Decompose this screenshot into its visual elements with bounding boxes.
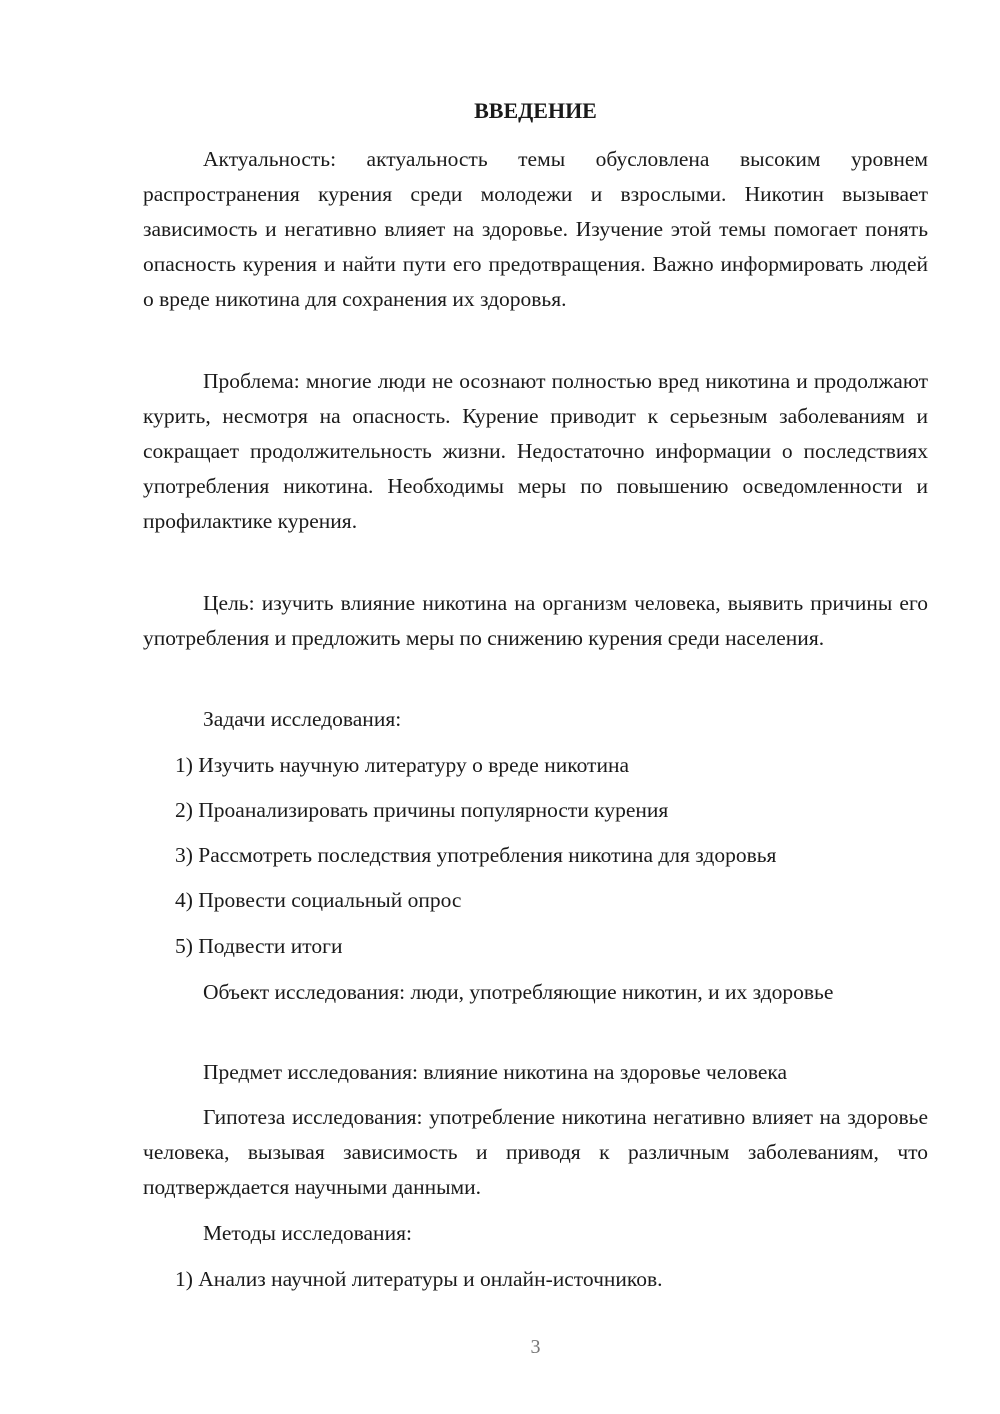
goal-paragraph: Цель: изучить влияние никотина на организм человека, выявить причины его употребления и предложить меры по снижению курения среди населения. xyxy=(143,591,928,650)
task-item-3: 3) Рассмотреть последствия употребления никотина для здоровья xyxy=(175,843,777,867)
methods-heading: Методы исследования: xyxy=(203,1221,412,1245)
relevance-paragraph: Актуальность: актуальность темы обусловлена высоким уровнем распространения курения среди молодежи и взрослыми. Никотин вызывает зависимость и негативно влияет на здоровье. Изучение этой темы помогает понять опасность курения и найти пути его предотвращения. Важно информировать людей о вреде никотина для сохранения их здоровья. xyxy=(143,147,928,311)
subject-paragraph: Предмет исследования: влияние никотина на здоровье человека xyxy=(203,1060,788,1084)
section-title: ВВЕДЕНИЕ xyxy=(474,98,597,123)
task-item-5: 5) Подвести итоги xyxy=(175,934,343,958)
object-paragraph: Объект исследования: люди, употребляющие никотин, и их здоровье xyxy=(203,980,834,1004)
task-item-2: 2) Проанализировать причины популярности курения xyxy=(175,798,669,822)
hypothesis-paragraph: Гипотеза исследования: употребление никотина негативно влияет на здоровье человека, вызывая зависимость и приводя к различным заболеваниям, что подтверждается научными данными. xyxy=(143,1105,928,1199)
page-number: 3 xyxy=(530,1336,541,1358)
task-item-4: 4) Провести социальный опрос xyxy=(175,888,462,912)
task-item-1: 1) Изучить научную литературу о вреде никотина xyxy=(175,753,629,777)
document-page xyxy=(143,0,928,1414)
problem-paragraph: Проблема: многие люди не осознают полностью вред никотина и продолжают курить, несмотря на опасность. Курение приводит к серьезным заболеваниям и сокращает продолжительность жизни. Недостаточно информации о последствиях употребления никотина. Необходимы меры по повышению осведомленности и профилактике курения. xyxy=(143,369,928,533)
method-item-1: 1) Анализ научной литературы и онлайн-источников. xyxy=(175,1267,663,1291)
tasks-heading: Задачи исследования: xyxy=(203,707,402,731)
